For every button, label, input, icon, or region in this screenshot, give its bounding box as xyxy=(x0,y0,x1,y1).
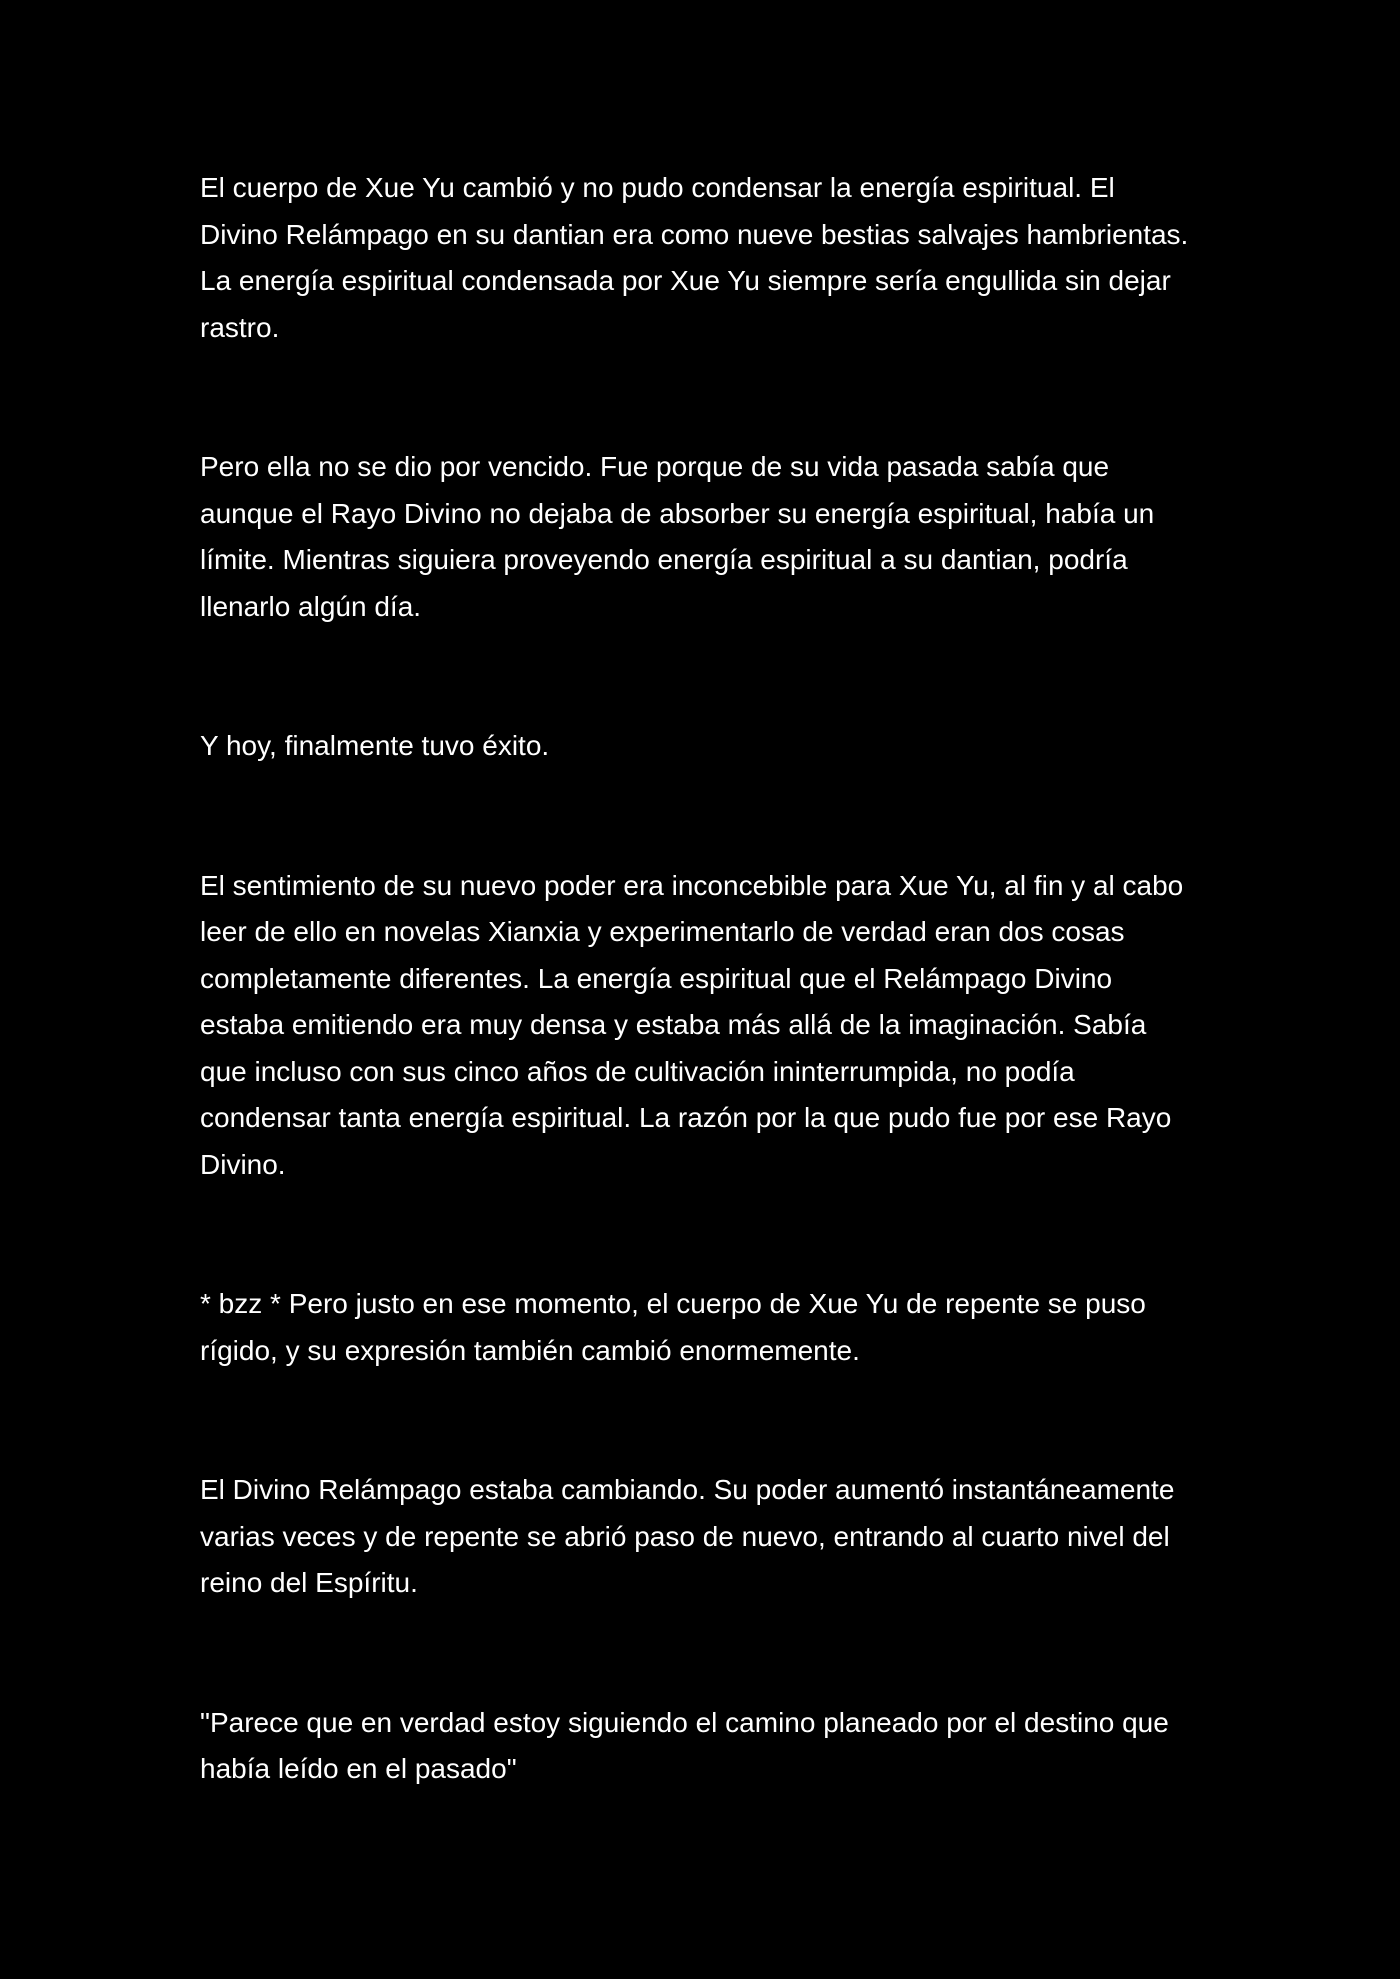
paragraph-4: El sentimiento de su nuevo poder era inconcebible para Xue Yu, al fin y al cabo leer de ello en novelas Xianxia y experimentarlo de verdad eran dos cosas completamente diferentes. La energía espiritual que el Relámpago Divino estaba emitiendo era muy densa y estaba más allá de la imaginación. Sabía que incluso con sus cinco años de cultivación ininterrumpida, no podía condensar tanta energía espiritual. La razón por la que pudo fue por ese Rayo Divino. xyxy=(200,869,1184,1180)
paragraph-5: * bzz * Pero justo en ese momento, el cuerpo de Xue Yu de repente se puso rígido, y su expresión también cambió enormemente. xyxy=(200,1288,1146,1366)
paragraph-3: Y hoy, finalmente tuvo éxito. xyxy=(200,730,550,761)
paragraph-7: "Parece que en verdad estoy siguiendo el camino planeado por el destino que había leído en el pasado" xyxy=(200,1706,1169,1784)
paragraph-6: El Divino Relámpago estaba cambiando. Su poder aumentó instantáneamente varias veces y de repente se abrió paso de nuevo, entrando al cuarto nivel del reino del Espíritu. xyxy=(200,1474,1175,1598)
paragraph-1: El cuerpo de Xue Yu cambió y no pudo condensar la energía espiritual. El Divino Relámpago en su dantian era como nueve bestias salvajes hambrientas. La energía espiritual condensada por Xue Yu siempre sería engullida sin dejar rastro. xyxy=(200,172,1189,343)
paragraph-2: Pero ella no se dio por vencido. Fue porque de su vida pasada sabía que aunque el Rayo Divino no dejaba de absorber su energía espiritual, había un límite. Mientras siguiera proveyendo energía espiritual a su dantian, podría llenarlo algún día. xyxy=(200,451,1155,622)
document-body xyxy=(200,165,1200,1793)
